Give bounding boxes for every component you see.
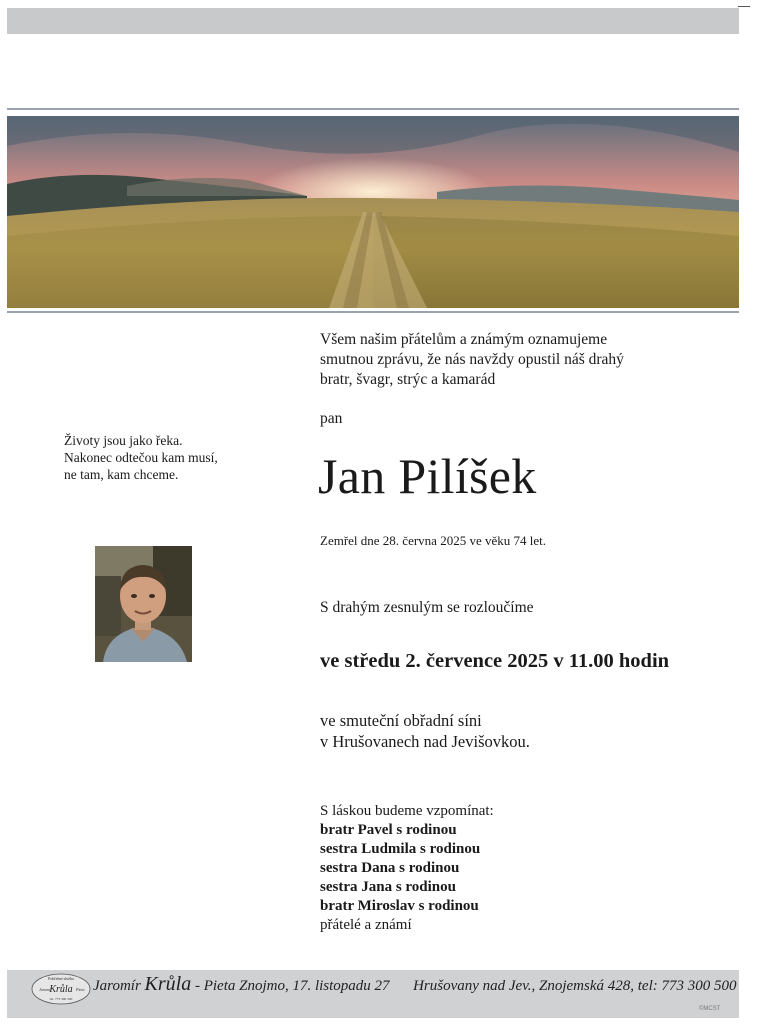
footer-company: - Pieta <box>194 978 236 994</box>
venue-line: v Hrušovanech nad Jevišovkou. <box>320 732 530 751</box>
svg-text:Jaromír: Jaromír <box>39 987 52 992</box>
footer-brand: Krůla <box>144 973 192 995</box>
quote-line: ne tam, kam chceme. <box>64 467 179 482</box>
deceased-portrait-photo <box>95 546 192 662</box>
svg-text:Krůla: Krůla <box>49 984 73 995</box>
venue-line: ve smuteční obřadní síni <box>320 711 482 730</box>
mourner-item: bratr Pavel s rodinou <box>320 822 457 838</box>
mourner-item: sestra Jana s rodinou <box>320 879 456 895</box>
ceremony-venue <box>320 710 530 752</box>
svg-text:Pohřební služba: Pohřební služba <box>48 976 74 981</box>
svg-text:Pieta: Pieta <box>76 987 85 992</box>
footer-address-znojmo: Znojmo, 17. listopadu 27 <box>239 978 390 994</box>
mourner-item: sestra Ludmila s rodinou <box>320 841 481 857</box>
intro-line: bratr, švagr, strýc a kamarád <box>320 371 496 388</box>
intro-line: Všem našim přátelům a známým oznamujeme <box>320 331 608 348</box>
corner-mark <box>738 6 750 7</box>
top-rule <box>7 108 739 110</box>
quote <box>64 432 264 483</box>
mourners-intro: S láskou budeme vzpomínat: <box>320 803 494 819</box>
funeral-service-logo <box>31 972 91 1006</box>
deceased-name: Jan Pilíšek <box>318 448 537 504</box>
title-pan: pan <box>320 410 343 427</box>
footer-contact <box>93 973 736 996</box>
footer-band <box>7 970 739 1018</box>
top-gray-band <box>7 8 739 34</box>
middle-rule <box>7 311 739 313</box>
svg-text:tel. 773 300 500: tel. 773 300 500 <box>49 997 73 1001</box>
announcement-intro <box>320 330 680 390</box>
death-date-line: Zemřel dne 28. června 2025 ve věku 74 let. <box>320 533 546 548</box>
farewell-line: S drahým zesnulým se rozloučíme <box>320 599 534 616</box>
mourners-outro: přátelé a známí <box>320 917 412 933</box>
copyright-mark: ©MCST <box>699 1006 721 1012</box>
quote-line: Nakonec odtečou kam musí, <box>64 450 218 465</box>
mourner-item: sestra Dana s rodinou <box>320 860 460 876</box>
landscape-banner-image <box>7 116 739 308</box>
mourners-list <box>320 802 494 935</box>
ceremony-date: ve středu 2. července 2025 v 11.00 hodin <box>320 650 670 672</box>
footer-address-hrusovany: Hrušovany nad Jev., Znojemská 428, tel: 773 300 500 <box>413 978 737 994</box>
footer-owner: Jaromír <box>93 978 141 994</box>
quote-line: Životy jsou jako řeka. <box>64 433 183 448</box>
mourner-item: bratr Miroslav s rodinou <box>320 898 479 914</box>
intro-line: smutnou zprávu, že nás navždy opustil náš drahý <box>320 351 624 368</box>
